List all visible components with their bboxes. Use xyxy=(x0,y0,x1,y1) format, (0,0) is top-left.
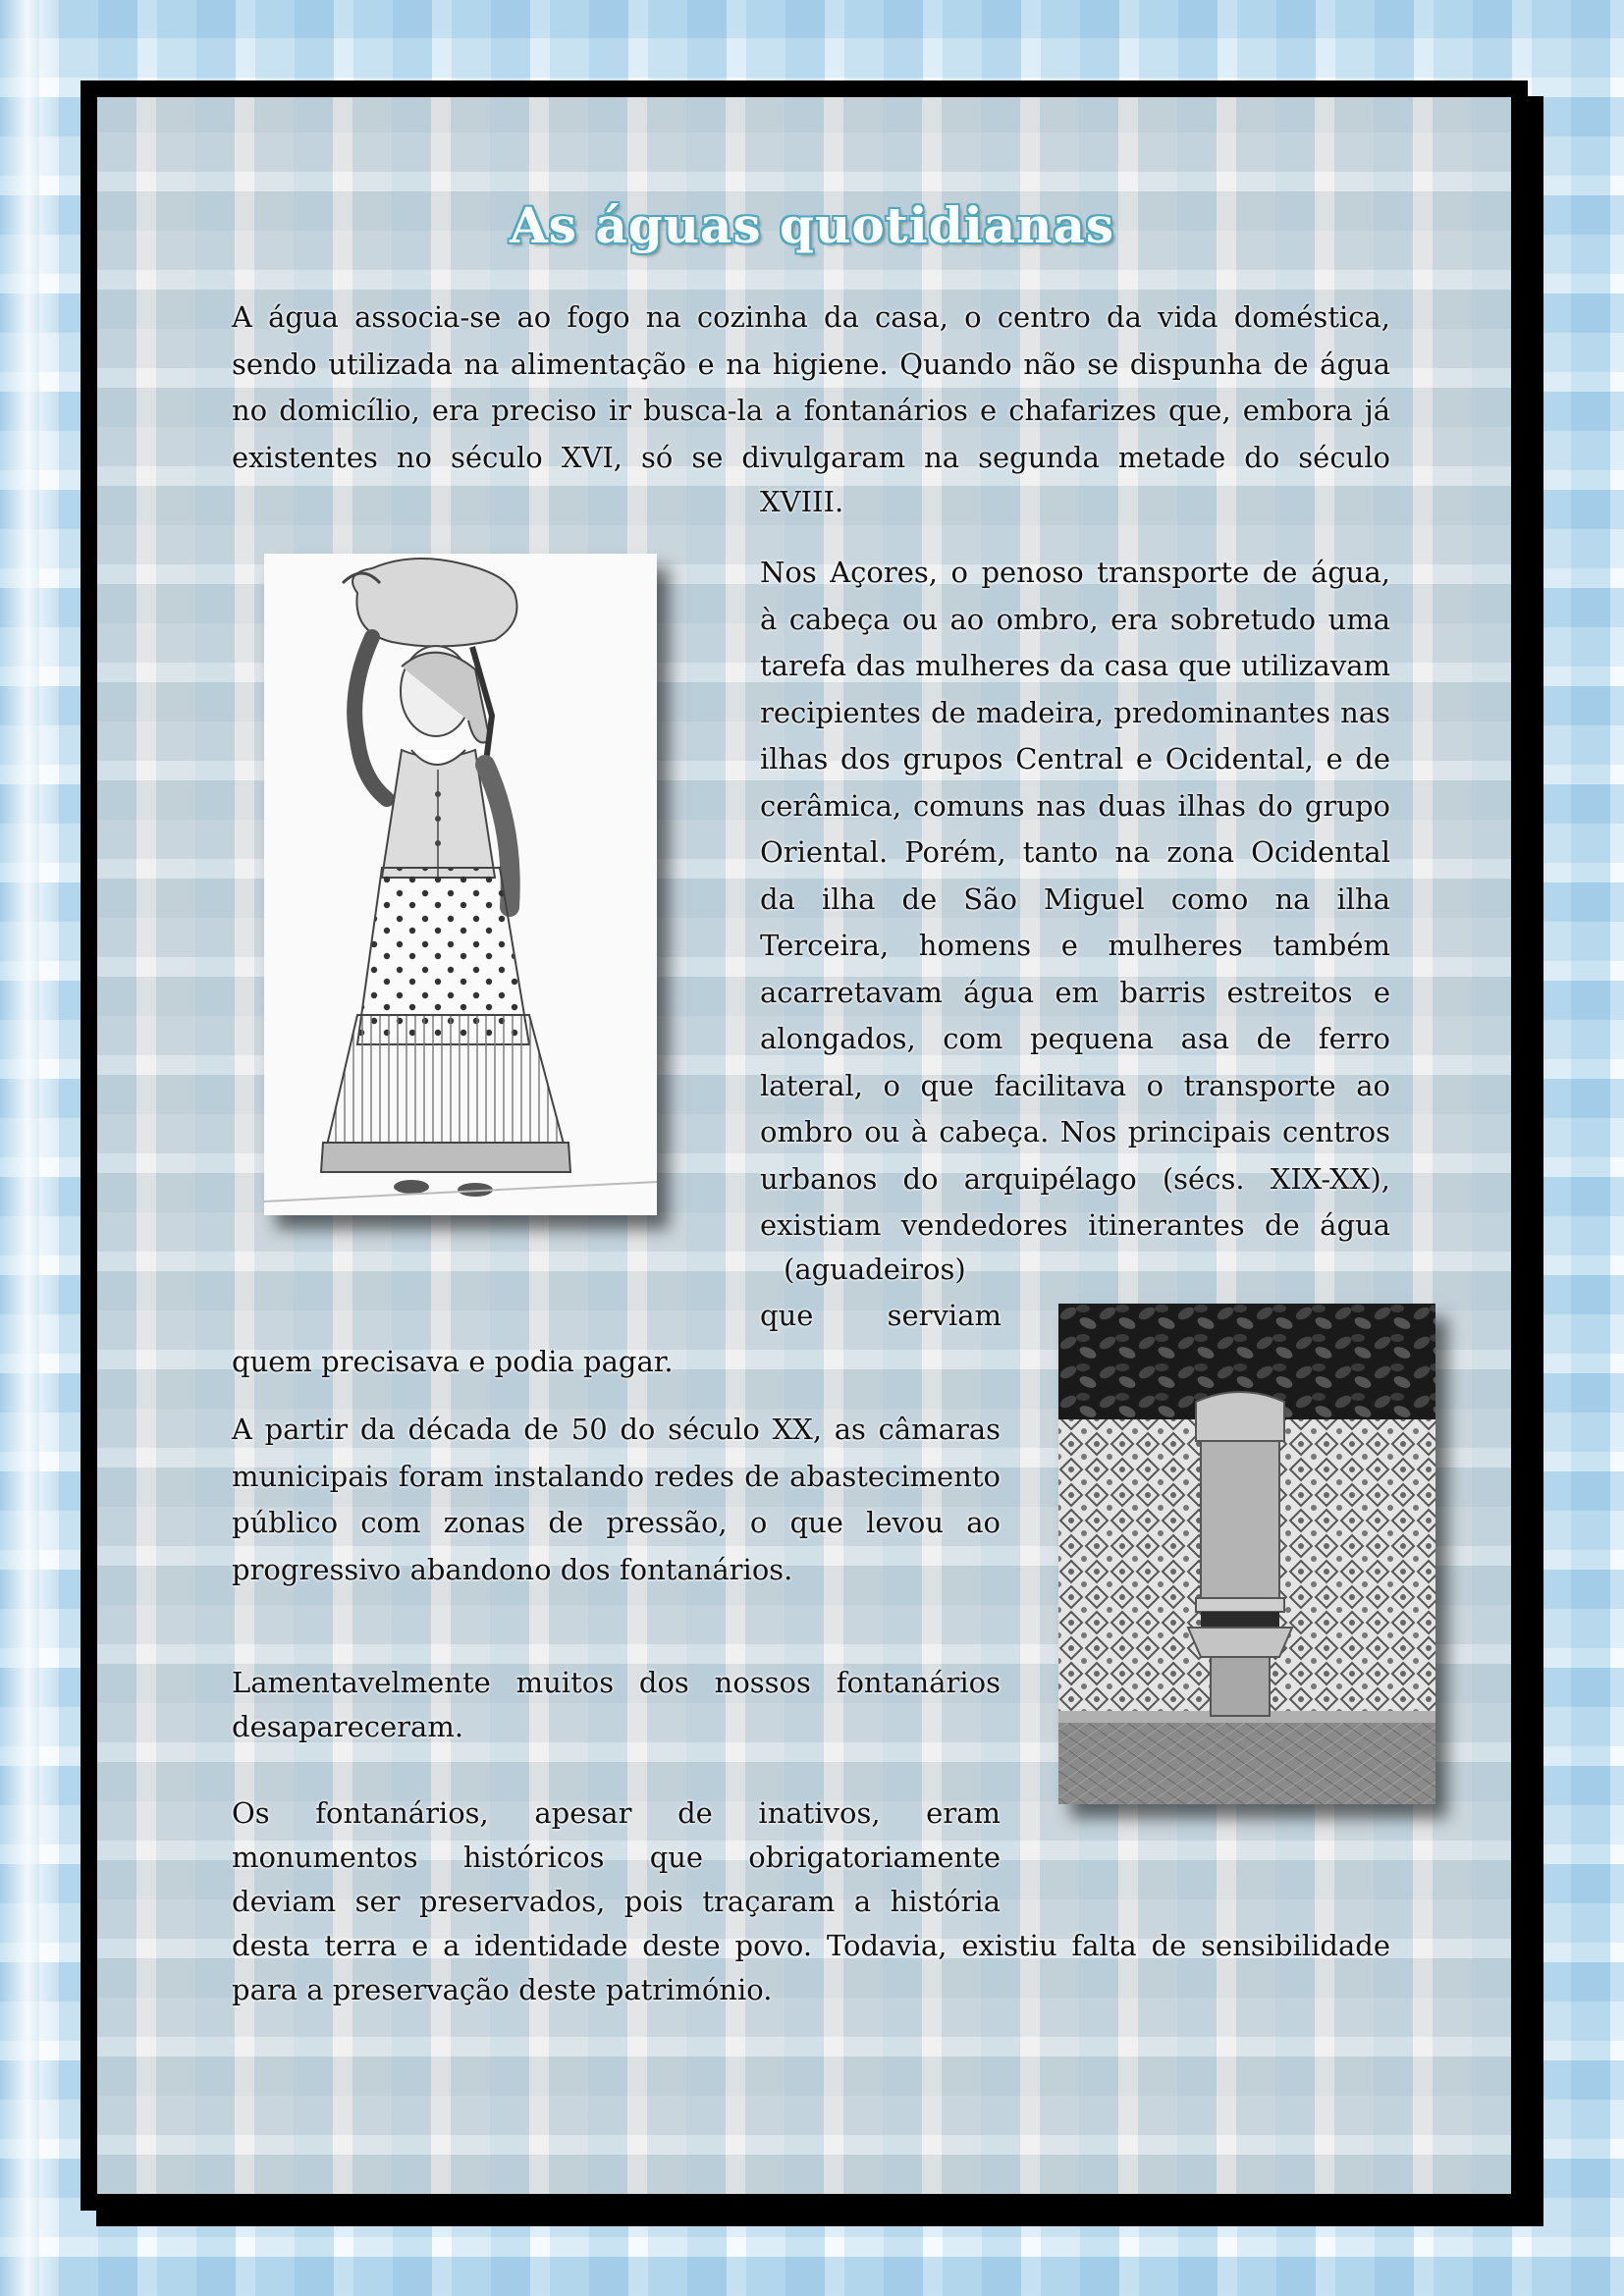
water-carrier-illustration xyxy=(264,554,657,1215)
paragraph-azores-aguadeiros: (aguadeiros) xyxy=(784,1253,966,1286)
paragraph-azores-que-serviam: que serviam xyxy=(760,1299,1001,1332)
fountain-drawing xyxy=(1058,1304,1435,1804)
paragraph-monuments-wide: desta terra e a identidade deste povo. Todavia, existiu falta de sensibilidade para a preservação deste património. xyxy=(232,1929,1390,2006)
page-title: As águas quotidianas xyxy=(509,196,1115,254)
paragraph-azores-tail: quem precisava e podia pagar. xyxy=(232,1345,674,1378)
paragraph-monuments-narrow: Os fontanários, apesar de inativos, eram monumentos históricos que obrigatoriamente deviam ser preservados, pois traçaram a história xyxy=(232,1796,1001,1918)
paragraph-azores: Nos Açores, o penoso transporte de água, à cabeça ou ao ombro, era sobretudo uma tarefa das mulheres da casa que utilizavam recipientes de madeira, predominantes nas ilhas dos grupos Central e Ocidental, e de cerâmica, comuns nas duas ilhas do grupo Oriental. Porém, tanto na zona Ocidental da ilha de São Miguel como na ilha Terceira, homens e mulheres também acarretavam água em barris estreitos e alongados, com pequena asa de ferro lateral, o que facilitava o transporte ao ombro ou à cabeça. Nos principais centros urbanos do arquipélago (sécs. XIX-XX), existiam vendedores itinerantes de água xyxy=(760,556,1390,1242)
water-carrier-drawing xyxy=(264,554,657,1215)
paragraph-intro: A água associa-se ao fogo na cozinha da casa, o centro da vida doméstica, sendo utilizada na alimentação e na higiene. Quando não se dispunha de água no domicílio, era preciso ir busca-la a fontanários e chafarizes que, embora já existentes no século XVI, só se divulgaram na segunda metade do século xyxy=(232,300,1390,474)
paragraph-lament: Lamentavelmente muitos dos nossos fontanários desapareceram. xyxy=(232,1666,1001,1743)
fountain-photo xyxy=(1058,1304,1435,1804)
paragraph-intro-tail: XVIII. xyxy=(760,485,844,518)
paragraph-municipal: A partir da década de 50 do século XX, as câmaras municipais foram instalando redes de abastecimento público com zonas de pressão, o que levou ao progressivo abandono dos fontanários. xyxy=(232,1413,1001,1586)
